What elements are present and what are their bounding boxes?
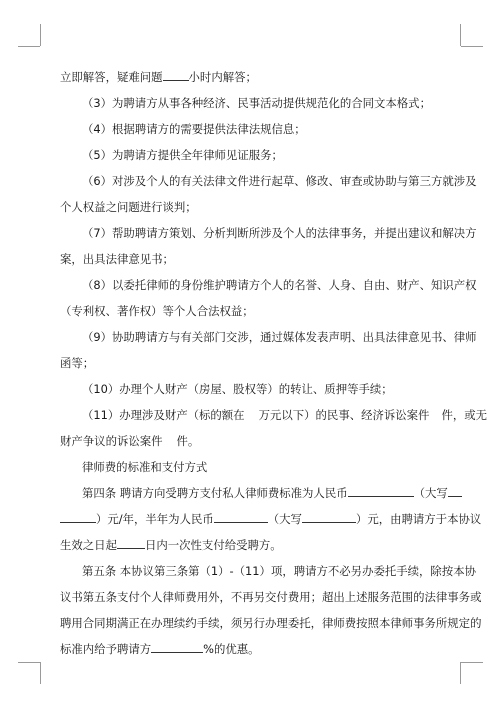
text-line: （9）协助聘请方与有关部门交涉，通过媒体发表声明、出具法律意见书、律师 [82, 330, 477, 344]
blank-field [448, 483, 462, 497]
text-line: （6）对涉及个人的有关法律文件进行起草、修改、审查或协助与第三方就涉及 [82, 174, 477, 188]
text-line: 财产争议的诉讼案件 件。 [60, 434, 200, 448]
document-body [60, 64, 488, 662]
text-line: 第五条 本协议第三条第（1）-（11）项，聘请方不必另办委托手续，除按本协 [82, 564, 476, 578]
text-line: （4）根据聘请方的需要提供法律法规信息； [82, 122, 306, 136]
text-line: （8）以委托律师的身份维护聘请方个人的名誉、人身、自由、财产、知识产权 [82, 278, 477, 292]
text-line: （7）帮助聘请方策划、分析判断所涉及个人的法律事务，并提出建议和解决方 [82, 226, 477, 240]
blank-field [163, 67, 189, 81]
text-line: （3）为聘请方从事各种经济、民事活动提供规范化的合同文本格式； [82, 96, 431, 110]
text-line: 第四条 聘请方向受聘方支付私人律师费标准为人民币 （大写 [60, 480, 452, 506]
text-line: （专利权、著作权）等个人合法权益； [60, 304, 254, 318]
blank-field [348, 483, 414, 497]
crop-mark-top-right-v [460, 24, 461, 46]
blank-field [151, 639, 203, 653]
section-heading: 律师费的标准和支付方式 [82, 460, 208, 474]
crop-mark-top-right-h [461, 46, 483, 47]
text-line: 聘用合同期满正在办理续约手续，须另行办理委托，律师费按照本律师事务所规定的 [60, 616, 482, 630]
text-line: ）元/年，半年为人民币 （大写 ）元，由聘请方于本协议 [60, 506, 452, 532]
crop-mark-bottom-right-h [461, 662, 483, 663]
text-line: 生效之日起 日内一次性支付给受聘方。 [60, 532, 452, 558]
crop-mark-bottom-left-v [40, 662, 41, 684]
blank-field [117, 535, 145, 549]
text-line: 个人权益之问题进行谈判； [60, 200, 197, 214]
crop-mark-top-left-v [40, 24, 41, 46]
blank-field [302, 509, 356, 523]
text-line: 议书第五条支付个人律师费用外，不再另交付费用；超出上述服务范围的法律事务或 [60, 590, 482, 604]
crop-mark-top-left-h [18, 46, 40, 47]
text-line: 案，出具法律意见书； [60, 252, 174, 266]
crop-mark-bottom-right-v [460, 662, 461, 684]
text-line: 函等； [60, 356, 95, 370]
text-line: （10）办理个人财产（房屋、股权等）的转让、质押等手续； [82, 382, 393, 396]
blank-field [214, 509, 268, 523]
text-line: （5）为聘请方提供全年律师见证服务； [82, 148, 283, 162]
text-line: （11）办理涉及财产（标的额在 万元以下）的民事、经济诉讼案件 件，或无 [82, 408, 488, 422]
text-line: 标准内给予聘请方 %的优惠。 [60, 636, 452, 662]
crop-mark-bottom-left-h [18, 662, 40, 663]
text-line: 立即解答，疑难问题 小时内解答； [60, 64, 452, 90]
blank-field [60, 509, 96, 523]
